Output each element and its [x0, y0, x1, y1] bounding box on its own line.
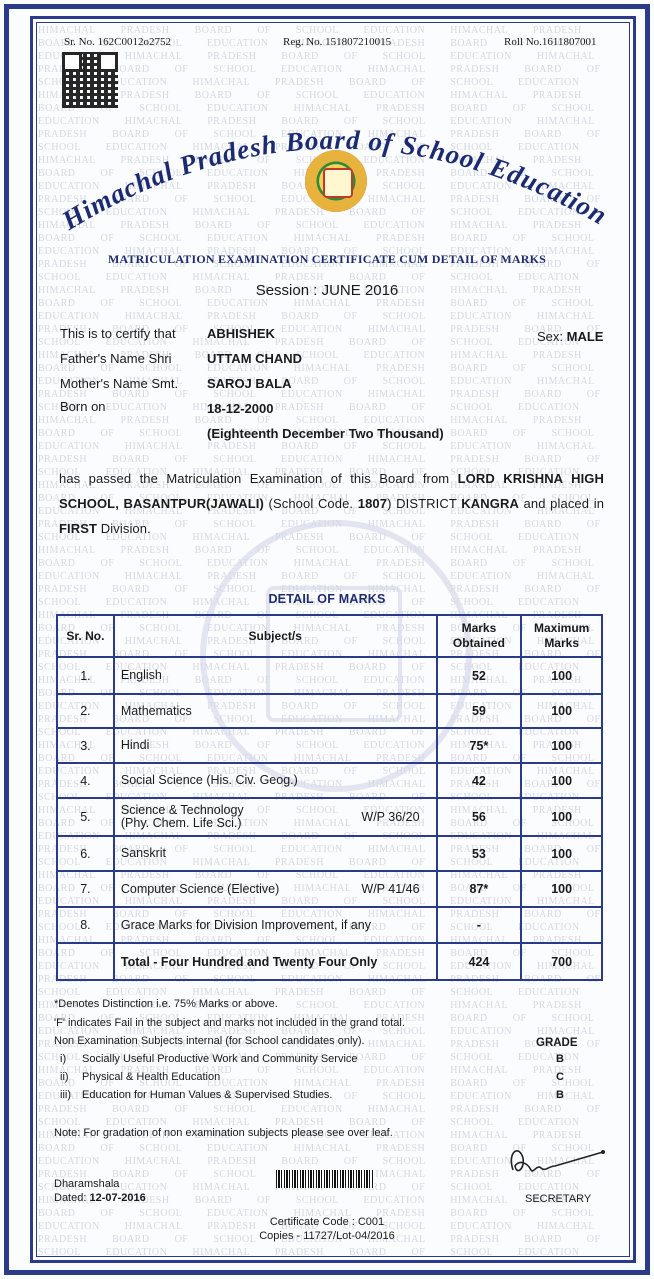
- item-label: Physical & Health Education: [82, 1071, 220, 1083]
- marks-table-row: [57, 763, 602, 798]
- marks-table-row: [57, 836, 602, 871]
- item-number: i): [60, 1053, 66, 1065]
- board-title-text: Himachal Pradesh Board of School Education: [56, 125, 613, 236]
- subject-cell: [114, 694, 437, 728]
- sex-field: [537, 329, 603, 344]
- marks-obtained-cell: 87*: [437, 871, 522, 907]
- marks-table: [56, 614, 603, 981]
- marks-table-row: [57, 657, 602, 694]
- school-code: 1807: [358, 496, 387, 511]
- registration-number: Reg. No. 151807210015: [283, 36, 391, 48]
- non-exam-subject-item: [60, 1071, 580, 1089]
- marks-table-row: [57, 907, 602, 943]
- marks-obtained-cell: 59: [437, 694, 522, 728]
- copies-info: Copies - 11727/Lot-04/2016: [0, 1230, 654, 1242]
- statement-text: and placed in: [519, 496, 604, 511]
- candidate-name: ABHISHEK: [207, 326, 275, 341]
- column-header-subject: Subject/s: [114, 615, 437, 657]
- maximum-marks-cell: 100: [521, 763, 602, 798]
- item-grade: B: [556, 1089, 564, 1101]
- roll-number: Roll No.1611807001: [504, 36, 597, 48]
- column-header-sr-no: Sr. No.: [57, 615, 114, 657]
- item-grade: C: [556, 1071, 564, 1083]
- fail-note: 'F' indicates Fail in the subject and marks not included in the grand total.: [54, 1017, 405, 1029]
- marks-obtained-cell: -: [437, 907, 522, 943]
- date-of-birth-words: (Eighteenth December Two Thousand): [207, 426, 444, 441]
- barcode-icon: [276, 1170, 374, 1188]
- school-name: LORD KRISHNA HIGH SCHOOL, BASANTPUR(JAWALI): [59, 471, 604, 511]
- subject-cell: [114, 798, 437, 836]
- sex-label: Sex:: [537, 329, 563, 344]
- statement-text: ) DISTRICT: [387, 496, 461, 511]
- marks-table-row: [57, 798, 602, 836]
- subject-cell: [114, 657, 437, 694]
- passed-statement: [59, 466, 604, 541]
- maximum-marks-cell: 100: [521, 728, 602, 763]
- sex-value: MALE: [567, 329, 604, 344]
- district: KANGRA: [461, 496, 519, 511]
- marks-table-body: [57, 657, 602, 980]
- written-practical-marks: W/P 36/20: [361, 810, 419, 824]
- father-label: Father's Name Shri: [60, 351, 172, 366]
- marks-heading: DETAIL OF MARKS: [0, 592, 654, 606]
- sr-no-cell: 6.: [57, 836, 114, 871]
- written-practical-marks: W/P 41/46: [361, 882, 419, 896]
- maximum-marks-cell: 100: [521, 798, 602, 836]
- father-name: UTTAM CHAND: [207, 351, 302, 366]
- sr-no-cell: 3.: [57, 728, 114, 763]
- subject-name: Science & Technology: [121, 804, 244, 817]
- item-number: iii): [60, 1089, 71, 1101]
- marks-obtained-cell: 52: [437, 657, 522, 694]
- secretary-signature: [505, 1140, 610, 1185]
- marks-table-row: [57, 694, 602, 728]
- subject-cell: [114, 907, 437, 943]
- sr-no-cell: [57, 943, 114, 980]
- maximum-marks-cell: 100: [521, 657, 602, 694]
- marks-table-row: [57, 871, 602, 907]
- place: Dharamshala: [54, 1178, 119, 1190]
- division: FIRST: [59, 521, 97, 536]
- subject-name: Grace Marks for Division Improvement, if any: [121, 919, 371, 932]
- statement-text: (School Code.: [264, 496, 358, 511]
- subject-name: Hindi: [121, 739, 150, 752]
- total-maximum-marks: 700: [521, 943, 602, 980]
- issue-date: 12-07-2016: [89, 1192, 145, 1204]
- total-marks-obtained: 424: [437, 943, 522, 980]
- date-of-birth: 18-12-2000: [207, 401, 274, 416]
- subject-name: Mathematics: [121, 705, 192, 718]
- total-label: Total - Four Hundred and Twenty Four Only: [114, 943, 437, 980]
- marks-obtained-cell: 56: [437, 798, 522, 836]
- statement-text: has passed the Matriculation Examination of this Board from: [59, 471, 458, 486]
- distinction-note: *Denotes Distinction i.e. 75% Marks or above.: [54, 998, 278, 1010]
- sr-no-cell: 4.: [57, 763, 114, 798]
- marks-obtained-cell: 42: [437, 763, 522, 798]
- marks-obtained-cell: 75*: [437, 728, 522, 763]
- statement-text: Division.: [97, 521, 151, 536]
- sr-no-cell: 5.: [57, 798, 114, 836]
- marks-table-row: [57, 728, 602, 763]
- non-exam-note: Non Examination Subjects internal (for School candidates only).: [54, 1035, 365, 1047]
- marks-total-row: [57, 943, 602, 980]
- item-label: Socially Useful Productive Work and Community Service: [82, 1053, 358, 1065]
- session: Session : JUNE 2016: [0, 282, 654, 299]
- non-exam-subject-item: [60, 1053, 580, 1071]
- subject-cell: [114, 836, 437, 871]
- subject-name-line2: (Phy. Chem. Life Sci.): [121, 817, 244, 830]
- sr-no-cell: 1.: [57, 657, 114, 694]
- maximum-marks-cell: 100: [521, 871, 602, 907]
- secretary-label: SECRETARY: [525, 1193, 591, 1205]
- serial-number: Sr. No. 162C0012o2752: [64, 36, 171, 48]
- subject-cell: [114, 763, 437, 798]
- mother-name: SAROJ BALA: [207, 376, 292, 391]
- gradation-note: Note: For gradation of non examination subjects please see over leaf.: [54, 1127, 393, 1139]
- subject-name: Social Science (His. Civ. Geog.): [121, 774, 298, 787]
- maximum-marks-cell: 100: [521, 694, 602, 728]
- column-header-marks-obtained: Marks Obtained: [437, 615, 522, 657]
- dated-label: Dated:: [54, 1192, 86, 1204]
- date-field: [54, 1192, 146, 1204]
- board-seal-icon: [305, 150, 367, 212]
- marks-table-header: [57, 615, 602, 657]
- maximum-marks-cell: [521, 907, 602, 943]
- certificate-title: MATRICULATION EXAMINATION CERTIFICATE CUM DETAIL OF MARKS: [0, 252, 654, 267]
- non-exam-subjects-list: [60, 1053, 580, 1107]
- mother-label: Mother's Name Smt.: [60, 376, 178, 391]
- maximum-marks-cell: 100: [521, 836, 602, 871]
- subject-name: English: [121, 669, 162, 682]
- grade-header: GRADE: [536, 1037, 578, 1049]
- item-grade: B: [556, 1053, 564, 1065]
- subject-name: Computer Science (Elective): [121, 883, 279, 896]
- born-label: Born on: [60, 399, 106, 414]
- subject-cell: [114, 871, 437, 907]
- sr-no-cell: 7.: [57, 871, 114, 907]
- security-background-pattern: HIMACHAL PRADESH BOARD OF SCHOOL EDUCATION HIMACHAL PRADESH BOARD OF SCHOOL EDUCATION HIMACHAL PRADESH BOARD OF SCHOOL HIMACHAL PRADESH BOARD OF SCHOOL EDUCATION HIMACHAL BOARD OF SCHOOL EDUCATION HIMACHAL PRADESH BOARD OF SCHOOL EDUCATION HIMACHAL PRADESH BOARD OF SCHOOL EDUCATION PRADESH BOARD OF SCHOOL EDUCATION HIMACHAL PRADESH BOARD OF SCHOOL EDUCATION HIMACHAL PRADESH BOARD OF SCHOOL EDUCATION HIMACHAL PRADESH BOARD OF SCHOOL EDUCATION HIMACHAL PRADESH BOARD OF SCHOOL EDUCATION HIMACHAL PRADESH BOARD OF SCHOOL EDUCATION HIMACHAL PRADESH BOARD OF SCHOOL EDUCATION HIMACHAL PRADESH BOARD OF EDUCATION HIMACHAL PRADESH BOARD OF SCHOOL EDUCATION PRADESH BOARD OF SCHOOL EDUCATION HIMACHAL PRADESH BOARD SCHOOL EDUCATION HIMACHAL PRADESH BOARD OF SCHOOL HIMACHAL PRADESH BOARD OF SCHOOL EDUCATION HIMACHAL PRADESH BOARD OF SCHOOL EDUCATION HIMACHAL PRADESH BOARD OF SCHOOL EDUCATION HIMACHAL PRADESH BOARD OF SCHOOL EDUCATION HIMACHAL PRADESH BOARD OF SCHOOL EDUCATION HIMACHAL PRADESH BOARD OF SCHOOL EDUCATION HIMACHAL PRADESH BOARD OF SCHOOL EDUCATION HIMACHAL PRADESH BOARD OF SCHOOL EDUCATION HIMACHAL PRADESH BOARD OF SCHOOL EDUCATION HIMACHAL PRADESH BOARD OF SCHOOL EDUCATION HIMACHAL PRADESH BOARD OF SCHOOL EDUCATION HIMACHAL PRADESH BOARD OF SCHOOL EDUCATION HIMACHAL PRADESH BOARD OF SCHOOL EDUCATION HIMACHAL PRADESH BOARD OF SCHOOL EDUCATION HIMACHAL PRADESH BOARD OF SCHOOL EDUCATION HIMACHAL PRADESH BOARD OF SCHOOL EDUCATION HIMACHAL PRADESH BOARD OF SCHOOL EDUCATION HIMACHAL PRADESH BOARD OF SCHOOL EDUCATION HIMACHAL PRADESH BOARD OF SCHOOL EDUCATION HIMACHAL PRADESH BOARD OF SCHOOL EDUCATION HIMACHAL PRADESH BOARD OF SCHOOL EDUCATION HIMACHAL PRADESH BOARD OF SCHOOL EDUCATION HIMACHAL PRADESH BOARD OF SCHOOL EDUCATION HIMACHAL PRADESH BOARD OF SCHOOL EDUCATION HIMACHAL PRADESH BOARD OF SCHOOL EDUCATION HIMACHAL PRADESH BOARD OF SCHOOL EDUCATION HIMACHAL PRADESH BOARD OF SCHOOL EDUCATION HIMACHAL PRADESH BOARD OF SCHOOL EDUCATION HIMACHAL PRADESH BOARD OF SCHOOL EDUCATION HIMACHAL PRADESH BOARD OF SCHOOL EDUCATION HIMACHAL PRADESH BOARD OF SCHOOL EDUCATION HIMACHAL PRADESH BOARD OF SCHOOL EDUCATION HIMACHAL PRADESH BOARD OF SCHOOL EDUCATION HIMACHAL PRADESH BOARD OF SCHOOL EDUCATION HIMACHAL PRADESH BOARD OF SCHOOL EDUCATION HIMACHAL PRADESH BOARD OF SCHOOL EDUCATION HIMACHAL PRADESH BOARD OF SCHOOL EDUCATION HIMACHAL PRADESH BOARD OF SCHOOL EDUCATION HIMACHAL PRADESH BOARD OF SCHOOL EDUCATION HIMACHAL PRADESH BOARD OF SCHOOL EDUCATION HIMACHAL PRADESH BOARD OF SCHOOL EDUCATION HIMACHAL PRADESH BOARD OF SCHOOL EDUCATION HIMACHAL PRADESH BOARD OF SCHOOL EDUCATION HIMACHAL PRADESH BOARD OF SCHOOL EDUCATION HIMACHAL PRADESH BOARD OF SCHOOL EDUCATION HIMACHAL PRADESH BOARD OF SCHOOL EDUCATION HIMACHAL PRADESH BOARD OF SCHOOL EDUCATION HIMACHAL PRADESH BOARD OF SCHOOL EDUCATION HIMACHAL PRADESH BOARD OF SCHOOL EDUCATION HIMACHAL PRADESH BOARD OF SCHOOL EDUCATION HIMACHAL PRADESH BOARD OF SCHOOL EDUCATION HIMACHAL PRADESH BOARD OF SCHOOL EDUCATION HIMACHAL PRADESH BOARD OF SCHOOL EDUCATION HIMACHAL PRADESH BOARD OF SCHOOL EDUCATION HIMACHAL PRADESH BOARD OF SCHOOL EDUCATION HIMACHAL PRADESH BOARD OF SCHOOL EDUCATION HIMACHAL PRADESH BOARD OF SCHOOL EDUCATION HIMACHAL PRADESH BOARD OF SCHOOL EDUCATION HIMACHAL PRADESH BOARD OF SCHOOL EDUCATION HIMACHAL PRADESH BOARD OF SCHOOL EDUCATION HIMACHAL PRADESH BOARD OF SCHOOL EDUCATION HIMACHAL PRADESH BOARD OF SCHOOL EDUCATION HIMACHAL PRADESH BOARD OF SCHOOL EDUCATION HIMACHAL PRADESH BOARD OF SCHOOL EDUCATION HIMACHAL PRADESH BOARD OF SCHOOL EDUCATION HIMACHAL PRADESH BOARD OF SCHOOL EDUCATION HIMACHAL PRADESH BOARD OF SCHOOL EDUCATION HIMACHAL PRADESH BOARD OF SCHOOL EDUCATION HIMACHAL PRADESH BOARD OF SCHOOL EDUCATION HIMACHAL PRADESH BOARD OF SCHOOL EDUCATION HIMACHAL PRADESH BOARD OF SCHOOL EDUCATION HIMACHAL PRADESH BOARD OF SCHOOL EDUCATION HIMACHAL PRADESH BOARD OF SCHOOL EDUCATION HIMACHAL PRADESH BOARD OF SCHOOL EDUCATION HIMACHAL PRADESH BOARD OF SCHOOL EDUCATION HIMACHAL PRADESH BOARD OF SCHOOL EDUCATION HIMACHAL PRADESH BOARD OF SCHOOL EDUCATION HIMACHAL PRADESH BOARD OF SCHOOL EDUCATION HIMACHAL PRADESH BOARD OF SCHOOL EDUCATION HIMACHAL PRADESH BOARD OF SCHOOL EDUCATION HIMACHAL PRADESH BOARD OF SCHOOL EDUCATION HIMACHAL PRADESH BOARD OF SCHOOL EDUCATION HIMACHAL PRADESH BOARD OF SCHOOL EDUCATION HIMACHAL PRADESH BOARD OF SCHOOL EDUCATION HIMACHAL PRADESH BOARD OF SCHOOL EDUCATION HIMACHAL PRADESH BOARD OF SCHOOL EDUCATION HIMACHAL PRADESH BOARD OF SCHOOL EDUCATION HIMACHAL PRADESH BOARD OF SCHOOL EDUCATION HIMACHAL PRADESH BOARD OF SCHOOL EDUCATION HIMACHAL PRADESH BOARD OF SCHOOL EDUCATION HIMACHAL PRADESH BOARD OF SCHOOL EDUCATION HIMACHAL PRADESH BOARD OF SCHOOL EDUCATION HIMACHAL PRADESH BOARD OF SCHOOL EDUCATION HIMACHAL PRADESH BOARD OF SCHOOL EDUCATION HIMACHAL PRADESH BOARD OF SCHOOL EDUCATION HIMACHAL PRADESH BOARD OF SCHOOL EDUCATION HIMACHAL PRADESH BOARD OF SCHOOL EDUCATION HIMACHAL PRADESH BOARD OF SCHOOL EDUCATION HIMACHAL PRADESH BOARD OF SCHOOL EDUCATION HIMACHAL PRADESH BOARD OF SCHOOL EDUCATION HIMACHAL PRADESH BOARD OF SCHOOL EDUCATION HIMACHAL PRADESH BOARD OF SCHOOL EDUCATION HIMACHAL PRADESH BOARD OF SCHOOL EDUCATION HIMACHAL PRADESH BOARD OF SCHOOL EDUCATION HIMACHAL PRADESH BOARD OF SCHOOL HIMACHAL PRADESH BOARD OF SCHOOL EDUCATION HIMACHAL OF SCHOOL EDUCATION HIMACHAL PRADESH BOARD OF SCHOOL EDUCATION HIMACHAL PRADESH BOARD OF SCHOOL EDUCATION HIMACHAL PRADESH BOARD OF SCHOOL EDUCATION HIMACHAL PRADESH BOARD OF SCHOOL EDUCATION HIMACHAL PRADESH BOARD OF SCHOOL EDUCATION HIMACHAL PRADESH BOARD OF SCHOOL EDUCATION HIMACHAL PRADESH BOARD OF SCHOOL EDUCATION: [38, 24, 628, 1255]
- item-number: ii): [60, 1071, 69, 1083]
- certify-label: This is to certify that: [60, 326, 176, 341]
- certificate-code: Certificate Code : C001: [0, 1216, 654, 1228]
- item-label: Education for Human Values & Supervised Studies.: [82, 1089, 333, 1101]
- subject-name: Sanskrit: [121, 847, 166, 860]
- subject-cell: [114, 728, 437, 763]
- marks-obtained-cell: 53: [437, 836, 522, 871]
- column-header-maximum-marks: Maximum Marks: [521, 615, 602, 657]
- sr-no-cell: 8.: [57, 907, 114, 943]
- non-exam-subject-item: [60, 1089, 580, 1107]
- sr-no-cell: 2.: [57, 694, 114, 728]
